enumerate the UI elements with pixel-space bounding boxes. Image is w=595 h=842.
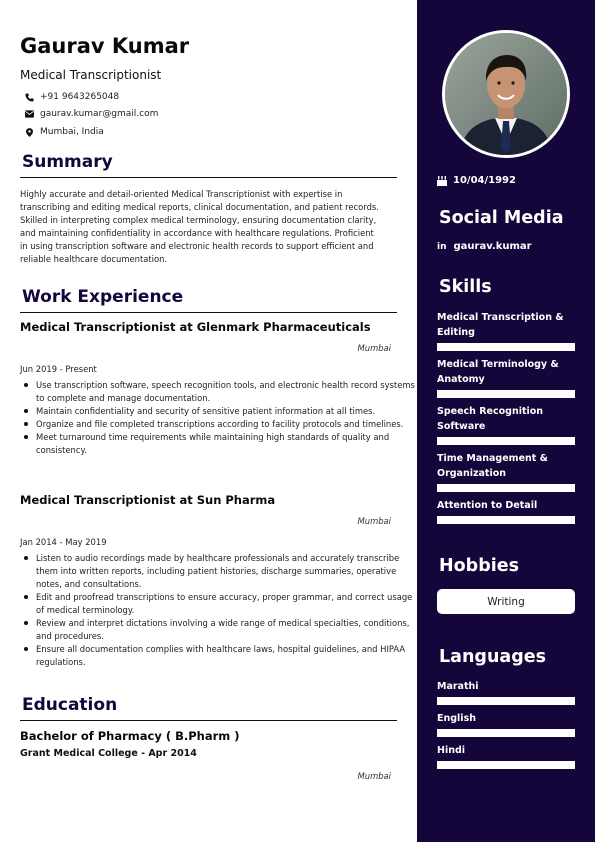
- skill-bar-fill: [437, 343, 575, 351]
- language-bar-fill: [437, 729, 575, 737]
- hobby-tag: Writing: [437, 589, 575, 614]
- calendar-icon: [437, 176, 447, 186]
- social-heading: Social Media: [439, 208, 564, 228]
- language-item: [437, 711, 575, 726]
- job-title: Medical Transcriptionist at Glenmark Pharmaceuticals: [20, 320, 371, 334]
- job-bullets: [20, 552, 416, 669]
- skill-bar: [437, 437, 575, 445]
- skill-label: Medical Transcription & Editing: [437, 312, 564, 338]
- phone-icon: [24, 92, 34, 102]
- language-bar: [437, 697, 575, 705]
- candidate-role: Medical Transcriptionist: [20, 68, 162, 82]
- language-item: [437, 743, 575, 758]
- location-pin-icon: [24, 127, 34, 137]
- profile-photo: [442, 30, 570, 158]
- language-label: Hindi: [437, 745, 466, 756]
- skill-label: Time Management & Organization: [437, 453, 548, 479]
- language-bar-fill: [437, 761, 575, 769]
- education-heading: Education: [22, 695, 118, 715]
- languages-heading: Languages: [439, 647, 547, 667]
- phone-text: +91 9643265048: [40, 92, 120, 102]
- skill-bar-fill: [437, 516, 575, 524]
- summary-text: Highly accurate and detail-oriented Medical Transcriptionist with expertise in transcribing and editing medical reports, clinical documentation, and patient records. Skilled in interpreting complex medical terminology, ensuring documentation clarity, and maintaining confidentiality in accordance with healthcare regulations. Proficient in using transcription software and electronic health records to support efficient and reliable healthcare documentation.: [20, 189, 379, 264]
- language-item: [437, 679, 575, 694]
- list-item: Use transcription software, speech recognition tools, and electronic health record systems to complete and manage documentation.: [36, 380, 415, 403]
- language-bar: [437, 729, 575, 737]
- education-location: Mumbai: [357, 771, 391, 781]
- skill-bar: [437, 390, 575, 398]
- language-bar: [437, 761, 575, 769]
- job-dates: Jun 2019 - Present: [20, 364, 97, 374]
- skill-bar-fill: [437, 437, 575, 445]
- skill-label: Medical Terminology & Anatomy: [437, 359, 559, 385]
- job-location: Mumbai: [357, 516, 391, 526]
- email-icon: [24, 109, 34, 119]
- social-handle: gaurav.kumar: [453, 241, 532, 252]
- education-degree: Bachelor of Pharmacy ( B.Pharm ): [20, 729, 240, 743]
- work-divider: [20, 312, 397, 313]
- summary-divider: [20, 177, 397, 178]
- language-label: Marathi: [437, 681, 479, 692]
- list-item: Ensure all documentation complies with healthcare laws, hospital guidelines, and HIPAA regulations.: [36, 643, 416, 669]
- linkedin-icon: in: [437, 241, 447, 252]
- job-title: Medical Transcriptionist at Sun Pharma: [20, 493, 276, 507]
- skill-item: [437, 404, 575, 434]
- date-of-birth: [437, 175, 516, 186]
- contact-email: [24, 109, 158, 119]
- skill-label: Speech Recognition Software: [437, 406, 544, 432]
- job-dates: Jan 2014 - May 2019: [20, 537, 107, 547]
- job-bullets: [20, 379, 416, 457]
- list-item: Edit and proofread transcriptions to ensure accuracy, proper grammar, and correct usage of medical terminology.: [36, 591, 416, 617]
- education-school: Grant Medical College - Apr 2014: [20, 748, 197, 759]
- skill-item: [437, 498, 575, 513]
- candidate-name: Gaurav Kumar: [20, 34, 190, 58]
- list-item: Meet turnaround time requirements while maintaining high standards of quality and consistency.: [36, 431, 416, 457]
- skill-bar-fill: [437, 390, 575, 398]
- sidebar: [417, 0, 595, 842]
- skill-bar: [437, 516, 575, 524]
- skill-bar: [437, 484, 575, 492]
- contact-location: [24, 127, 104, 137]
- skill-item: [437, 357, 575, 387]
- list-item: Maintain confidentiality and security of sensitive patient information at all times.: [36, 405, 416, 418]
- language-label: English: [437, 713, 476, 724]
- summary-heading: Summary: [22, 152, 113, 172]
- location-text: Mumbai, India: [40, 127, 104, 137]
- hobbies-heading: Hobbies: [439, 556, 520, 576]
- education-divider: [20, 720, 397, 721]
- contact-phone: [24, 92, 119, 102]
- work-heading: Work Experience: [22, 287, 184, 307]
- skill-bar-fill: [437, 484, 575, 492]
- list-item: Listen to audio recordings made by healthcare professionals and accurately transcribe them into written reports, including patient histories, discharge summaries, operative notes, and consultations.: [36, 552, 416, 591]
- social-link[interactable]: [437, 241, 532, 252]
- list-item: Review and interpret dictations involving a wide range of medical specialties, conditions, and procedures.: [36, 617, 416, 643]
- profile-photo-image: [445, 33, 567, 155]
- skill-label: Attention to Detail: [437, 500, 538, 511]
- skill-bar: [437, 343, 575, 351]
- language-bar-fill: [437, 697, 575, 705]
- skills-heading: Skills: [439, 277, 492, 297]
- job-location: Mumbai: [357, 343, 391, 353]
- email-text: gaurav.kumar@gmail.com: [40, 109, 159, 119]
- skill-item: [437, 451, 575, 481]
- skill-item: [437, 310, 575, 340]
- dob-text: 10/04/1992: [453, 175, 516, 186]
- list-item: Organize and file completed transcriptions according to facility protocols and timelines.: [36, 418, 416, 431]
